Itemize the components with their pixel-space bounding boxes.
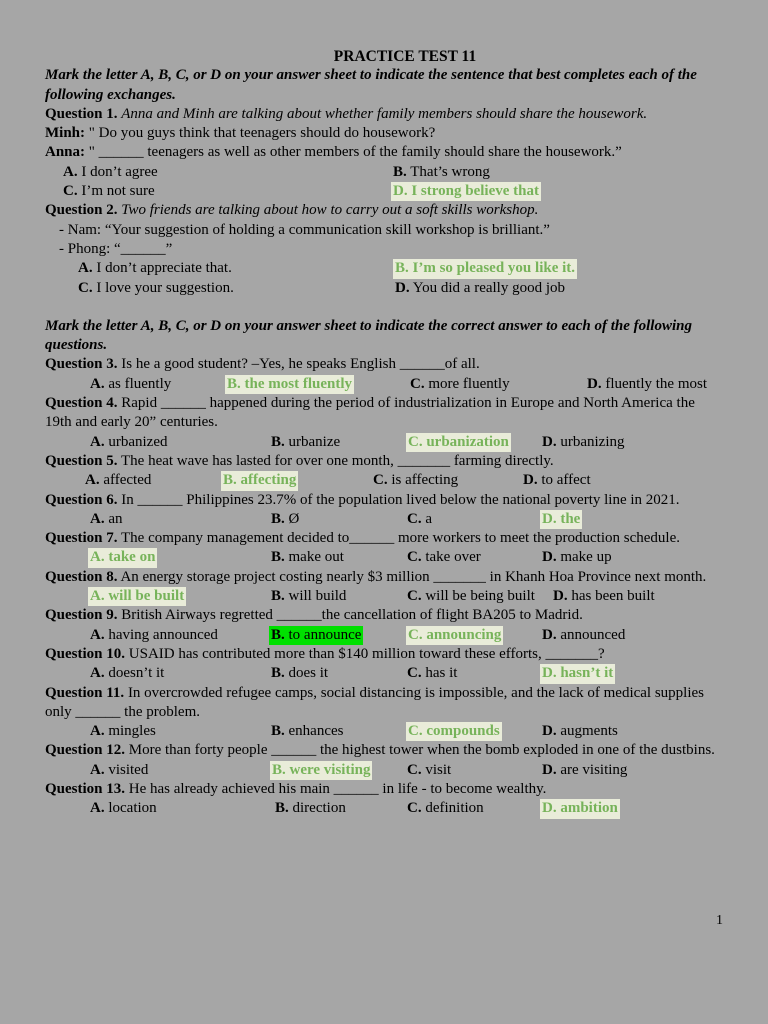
options-row [45, 548, 725, 567]
question-text: Is he a good student? –Yes, he speaks English ______of all. [117, 356, 480, 373]
option-c[interactable]: C. is affecting [373, 472, 459, 489]
question-label: Question 3. [45, 356, 118, 373]
page-title: PRACTICE TEST 11 [333, 48, 477, 65]
options-row [45, 510, 725, 529]
section2-instruction: Mark the letter A, B, C, or D on your answer sheet to indicate the correct answer to each of the following questions. [45, 317, 692, 354]
question-label: Question 12. [45, 742, 126, 759]
option-c[interactable]: C. I love your suggestion. [78, 279, 234, 296]
options-row [45, 761, 725, 780]
option-d-answer[interactable]: D. hasn’t it [540, 664, 615, 683]
option-d[interactable]: D. You did a really good job [395, 279, 566, 296]
question-context: Anna and Minh are talking about whether family members should share the housework. [121, 105, 648, 122]
option-d-answer[interactable]: D. ambition [540, 799, 620, 818]
question-7 [45, 529, 725, 548]
page-number: 1 [716, 913, 723, 928]
option-a-answer[interactable]: A. take on [88, 548, 157, 567]
dialogue-text: " Do you guys think that teenagers should do housework? [85, 125, 436, 142]
option-d[interactable]: D. urbanizing [542, 433, 625, 450]
option-c[interactable]: C. more fluently [410, 375, 510, 392]
option-c[interactable]: C. will be being built [407, 588, 535, 605]
question-text: An energy storage project costing nearly $3 million _______ in Khanh Hoa Province next month. [117, 568, 707, 585]
option-c[interactable]: C. has it [407, 665, 458, 682]
option-b-highlighted[interactable]: B. to announce [269, 626, 363, 645]
option-a[interactable]: A. affected [85, 472, 152, 489]
question-label: Question 5. [45, 452, 118, 469]
question-12 [45, 741, 725, 760]
question-11 [45, 684, 725, 723]
question-label: Question 4. [45, 395, 118, 412]
question-label: Question 1. [45, 105, 118, 122]
option-b-answer[interactable]: B. I’m so pleased you like it. [393, 259, 577, 278]
question-4 [45, 394, 725, 433]
option-a[interactable]: A. an [90, 510, 123, 527]
question-text: In ______ Philippines 23.7% of the population lived below the national poverty line in 2021. [117, 491, 680, 508]
option-a[interactable]: A. mingles [90, 723, 156, 740]
option-a[interactable]: A. doesn’t it [90, 665, 165, 682]
option-c-answer[interactable]: C. announcing [406, 626, 503, 645]
option-c[interactable]: C. visit [407, 761, 452, 778]
dialogue-line: - Phong: “______” [59, 240, 173, 257]
options-row [45, 433, 725, 452]
option-b-answer[interactable]: B. affecting [221, 471, 298, 490]
option-c[interactable]: C. I’m not sure [63, 183, 155, 200]
dialogue-line [45, 143, 725, 162]
question-label: Question 2. [45, 202, 118, 219]
question-context: Two friends are talking about how to carry out a soft skills workshop. [121, 202, 539, 219]
question-text: He has already achieved his main ______ in life - to become wealthy. [125, 780, 547, 797]
options-row [45, 722, 725, 741]
option-d[interactable]: D. are visiting [542, 761, 628, 778]
dialogue-text: " ______ teenagers as well as other members of the family should share the housework.” [85, 144, 622, 161]
option-d[interactable]: D. augments [542, 723, 618, 740]
options-row [45, 259, 725, 278]
question-text: Rapid ______ happened during the period of industrialization in Europe and North America the 19th and early 20” centuries. [45, 395, 695, 431]
option-b[interactable]: B. urbanize [271, 433, 341, 450]
option-a[interactable]: A. urbanized [90, 433, 168, 450]
question-text: British Airways regretted ______the cancellation of flight BA205 to Madrid. [117, 607, 583, 624]
question-3 [45, 355, 725, 374]
option-d-answer[interactable]: D. I strong believe that [391, 182, 541, 201]
option-d[interactable]: D. to affect [523, 472, 591, 489]
option-c[interactable]: C. definition [407, 800, 484, 817]
option-b[interactable]: B. direction [275, 800, 346, 817]
option-a[interactable]: A. visited [90, 761, 149, 778]
question-8 [45, 568, 725, 587]
option-b[interactable]: B. make out [271, 549, 344, 566]
question-label: Question 10. [45, 645, 126, 662]
option-a[interactable]: A. location [90, 800, 157, 817]
option-b-answer[interactable]: B. were visiting [270, 761, 372, 780]
option-d-answer[interactable]: D. the [540, 510, 582, 529]
question-1 [45, 105, 725, 124]
question-text: In overcrowded refugee camps, social distancing is impossible, and the lack of medical supplies only ______ the problem. [45, 684, 705, 720]
option-a[interactable]: A. as fluently [90, 375, 172, 392]
option-c-answer[interactable]: C. urbanization [406, 433, 511, 452]
question-text: More than forty people ______ the highest tower when the bomb exploded in one of the dustbins. [125, 742, 715, 759]
option-d[interactable]: D. has been built [553, 588, 655, 605]
option-a[interactable]: A. I don’t agree [63, 163, 158, 180]
option-d[interactable]: D. fluently the most [587, 375, 707, 392]
speaker-name: Minh: [45, 125, 86, 142]
dialogue-line [45, 124, 725, 143]
question-9 [45, 606, 725, 625]
question-13 [45, 780, 725, 799]
question-label: Question 7. [45, 530, 118, 547]
options-row [45, 799, 725, 818]
options-row [45, 182, 725, 201]
question-5 [45, 452, 725, 471]
option-b[interactable]: B. enhances [271, 723, 344, 740]
question-2 [45, 201, 725, 220]
question-label: Question 8. [45, 568, 118, 585]
option-a[interactable]: A. I don’t appreciate that. [78, 260, 232, 277]
question-6 [45, 491, 725, 510]
section1-instruction: Mark the letter A, B, C, or D on your answer sheet to indicate the sentence that best completes each of the following exchanges. [45, 67, 697, 103]
options-row [45, 587, 725, 606]
option-b-answer[interactable]: B. the most fluently [225, 375, 354, 394]
option-d[interactable]: D. announced [542, 626, 626, 643]
question-label: Question 11. [45, 684, 125, 701]
question-text: USAID has contributed more than $140 million toward these efforts, _______? [125, 645, 605, 662]
question-label: Question 9. [45, 607, 118, 624]
options-row [45, 664, 725, 683]
options-row [45, 163, 725, 182]
options-row [45, 471, 725, 490]
option-b[interactable]: B. That’s wrong [393, 163, 490, 180]
option-b[interactable]: B. does it [271, 665, 329, 682]
question-text: The company management decided to______ more workers to meet the production schedule. [117, 530, 680, 547]
option-c-answer[interactable]: C. compounds [406, 722, 502, 741]
question-text: The heat wave has lasted for over one month, _______ farming directly. [117, 452, 554, 469]
options-row [45, 626, 725, 645]
question-label: Question 13. [45, 780, 126, 797]
question-10 [45, 645, 725, 664]
speaker-name: Anna: [45, 144, 86, 161]
option-c[interactable]: C. a [407, 510, 433, 527]
options-row [45, 279, 725, 298]
option-c[interactable]: C. take over [407, 549, 481, 566]
option-b[interactable]: B. Ø [271, 510, 300, 527]
dialogue-line: - Nam: “Your suggestion of holding a communication skill workshop is brilliant.” [59, 221, 550, 238]
option-d[interactable]: D. make up [542, 549, 612, 566]
option-b[interactable]: B. will build [271, 588, 347, 605]
option-a[interactable]: A. having announced [90, 626, 218, 643]
document-page [45, 47, 725, 819]
question-label: Question 6. [45, 491, 118, 508]
options-row [45, 375, 725, 394]
option-a-answer[interactable]: A. will be built [88, 587, 186, 606]
